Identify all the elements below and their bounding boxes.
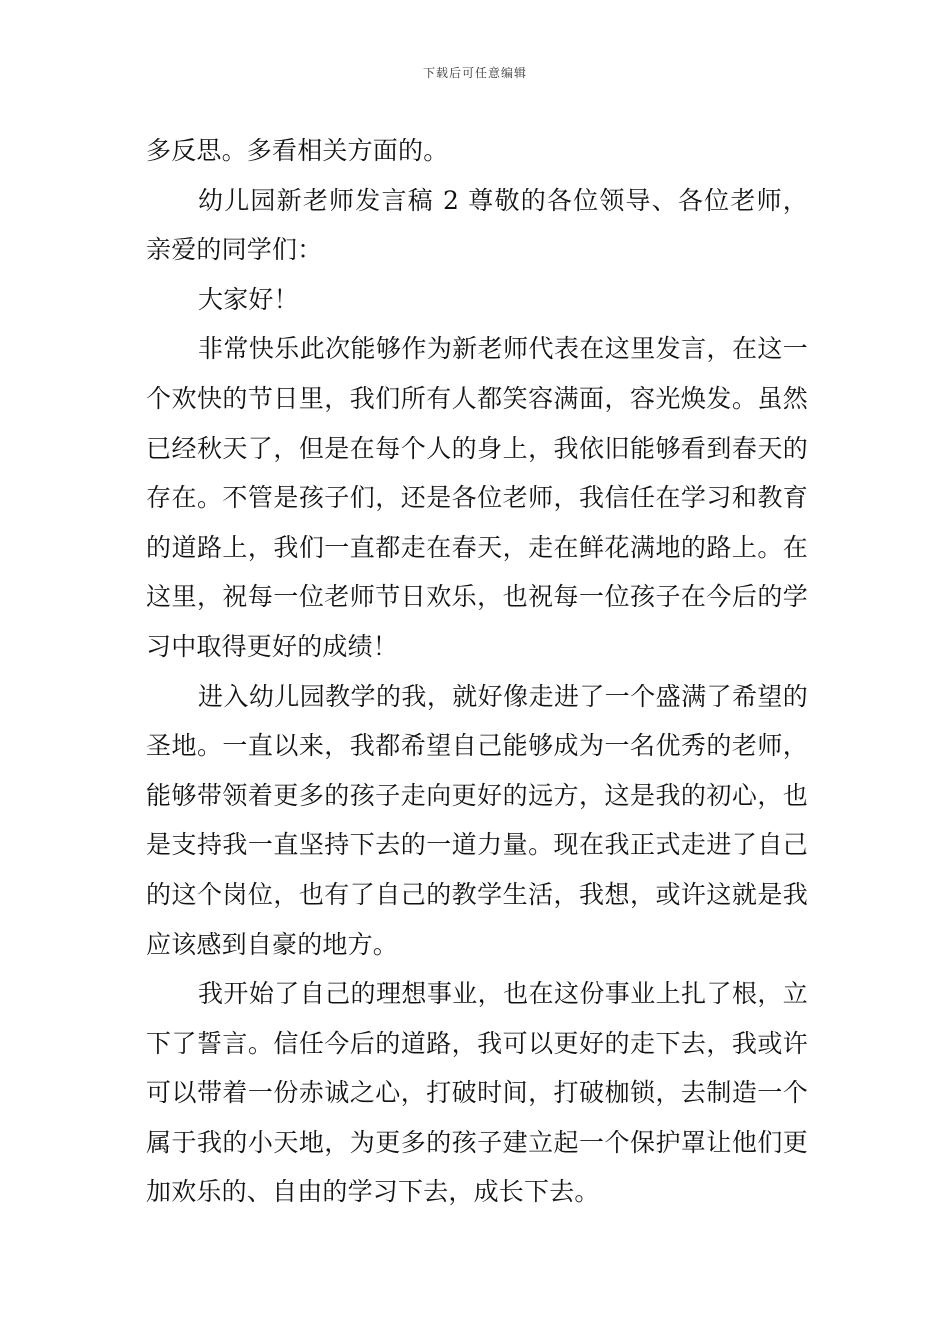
paragraph: 我开始了自己的理想事业，也在这份事业上扎了根，立下了誓言。信任今后的道路，我可以更好的走下去，我或许可以带着一份赤诚之心，打破时间，打破枷锁，去制造一个属于我的小天地，为更多的孩子建立起一个保护罩让他们更加欢乐的、自由的学习下去，成长下去。 bbox=[146, 979, 808, 1207]
document-body bbox=[146, 126, 808, 1217]
paragraph: 进入幼儿园教学的我，就好像走进了一个盛满了希望的圣地。一直以来，我都希望自己能够成为一名优秀的老师，能够带领着更多的孩子走向更好的远方，这是我的初心，也是支持我一直坚持下去的一道力量。现在我正式走进了自己的这个岗位，也有了自己的教学生活，我想，或许这就是我应该感到自豪的地方。 bbox=[146, 681, 808, 959]
paragraph: 大家好！ bbox=[198, 284, 299, 314]
paragraph: 非常快乐此次能够作为新老师代表在这里发言，在这一个欢快的节日里，我们所有人都笑容满面，容光焕发。虽然已经秋天了，但是在每个人的身上，我依旧能够看到春天的存在。不管是孩子们，还是各位老师，我信任在学习和教育的道路上，我们一直都走在春天，走在鲜花满地的路上。在这里，祝每一位老师节日欢乐，也祝每一位孩子在今后的学习中取得更好的成绩！ bbox=[146, 334, 808, 661]
paragraph: 幼儿园新老师发言稿 2 尊敬的各位领导、各位老师，亲爱的同学们： bbox=[146, 185, 808, 265]
page-header: 下载后可任意编辑 bbox=[422, 66, 527, 80]
paragraph: 多反思。多看相关方面的。 bbox=[146, 136, 449, 165]
